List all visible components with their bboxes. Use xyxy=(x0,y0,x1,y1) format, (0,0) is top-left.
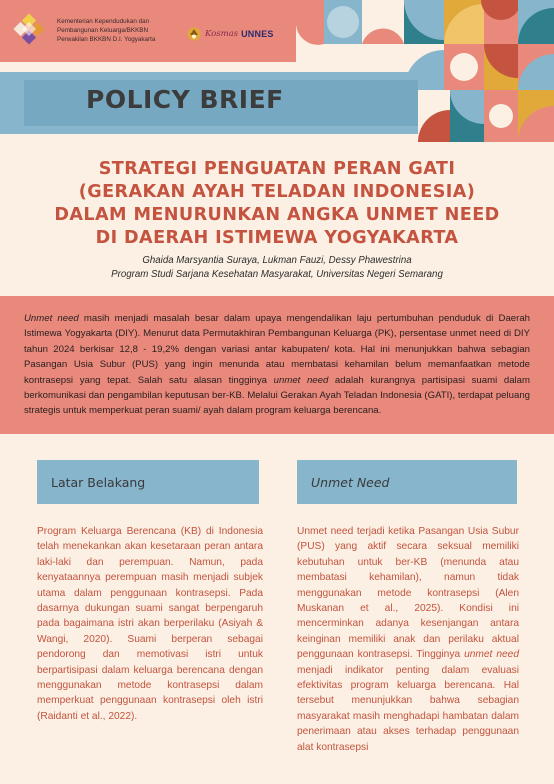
document-title xyxy=(18,158,536,250)
unmet-need-term: unmet need xyxy=(464,649,519,661)
section-header-unmet-need xyxy=(297,460,517,504)
abstract-section xyxy=(0,296,554,434)
unnes-emblem-icon xyxy=(186,26,202,42)
section-title-unmet-need: Unmet Need xyxy=(311,474,390,490)
section-header-background xyxy=(37,460,259,504)
org-line-3: Perwakilan BKKBN D.I. Yogyakarta xyxy=(57,36,156,43)
title-line: (GERAKAN AYAH TELADAN INDONESIA) xyxy=(78,182,476,202)
abstract-mid-term: unmet need xyxy=(273,374,329,386)
kosmas-unnes-logo xyxy=(186,26,274,42)
author-block xyxy=(18,254,536,282)
unnes-wordmark: UNNES xyxy=(241,29,274,39)
author-names: Ghaida Marsyantia Suraya, Lukman Fauzi, Dessy Phawestrina xyxy=(142,255,412,266)
org-line-2: Pembangunan Keluarga/BKKBN xyxy=(57,26,149,34)
bkkbn-logo xyxy=(12,12,46,46)
section-title-latar-belakang: Latar Belakang xyxy=(51,474,146,490)
document-type-label: POLICY BRIEF xyxy=(86,85,284,114)
abstract-text-1: masih menjadi masalah besar dalam upaya mengendalikan laju pertumbuhan penduduk di Daerah Istimewa Yogyakarta (DIY). Menurut data Permutakhiran Pembangunan Keluarga (PK), persentase unmet need di DIY tahun 2024 berkisar 12,8 - 19,2% dengan variasi antar kabupaten/ kota. Hal ini menunjukkan bahwa sebagian Pasangan Usia Subur (PUS) yang ingin menunda atau membatasi kehamilan belum memanfaatkan metode kontrasepsi yang tepat. Salah satu alasan tingginya xyxy=(24,313,531,386)
org-line-1: Kementerian Kependudukan dan xyxy=(57,18,150,25)
unmet-need-text-1: Unmet need terjadi ketika Pasangan Usia Subur (PUS) yang aktif secara seksual memiliki kebutuhan untuk ber-KB (menunda atau membatasi kehamilan), namun tidak menggunakan metode kontrasepsi (Alen Muskanan et al., 2025). Kondisi ini mencerminkan adanya kesenjangan antara keinginan memiliki anak dan perilaku aktual penggunaan kontrasepsi. Tingginya xyxy=(297,526,519,661)
unmet-need-body-text xyxy=(297,524,519,755)
organization-name xyxy=(57,18,182,45)
title-line: STRATEGI PENGUATAN PERAN GATI xyxy=(98,159,456,179)
author-affiliation: Program Studi Sarjana Kesehatan Masyarakat, Universitas Negeri Semarang xyxy=(111,269,443,280)
title-line: DALAM MENURUNKAN ANGKA UNMET NEED xyxy=(54,205,500,225)
unmet-need-text-2: menjadi indikator penting dalam evaluasi efektivitas program keluarga berencana. Hal tersebut menunjukkan bahwa sebagian masyarakat masih menghadapi hambatan dalam penerimaan atau akses terhadap penggunaan alat kontrasepsi xyxy=(297,664,519,753)
abstract-lead-term: Unmet need xyxy=(24,313,79,324)
kosmas-wordmark: Kosmas xyxy=(205,29,239,39)
abstract-text-2: adalah kurangnya partisipasi suami dalam berkomunikasi dan pengambilan keputusan ber-KB. Melalui Gerakan Ayah Teladan Indonesia (GATI), terdapat peluang strategis untuk memperkuat peran suami/ ayah dalam program keluarga berencana. xyxy=(24,374,530,417)
background-body-text: Program Keluarga Berencana (KB) di Indonesia telah menekankan akan kesetaraan peran antara laki-laki dan perempuan. Namun, pada kenyataannya perempuan masih menjadi subjek utama dalam penggunaan kontrasepsi. Pada dasarnya dukungan suami sangat berpengaruh pada bagaimana istri akan berperilaku (Asiyah & Wangi, 2020). Suami berperan sebagai pendorong dan memotivasi istri untuk berpartisipasi dalam keluarga berencana dengan menggunakan metode kontrasepsi dalam memperkuat penggunaan kontrasepsi oleh istri (Raidanti et al., 2022). xyxy=(37,526,263,722)
title-line: DI DAERAH ISTIMEWA YOGYAKARTA xyxy=(95,228,459,248)
abstract-paragraph xyxy=(24,311,530,419)
